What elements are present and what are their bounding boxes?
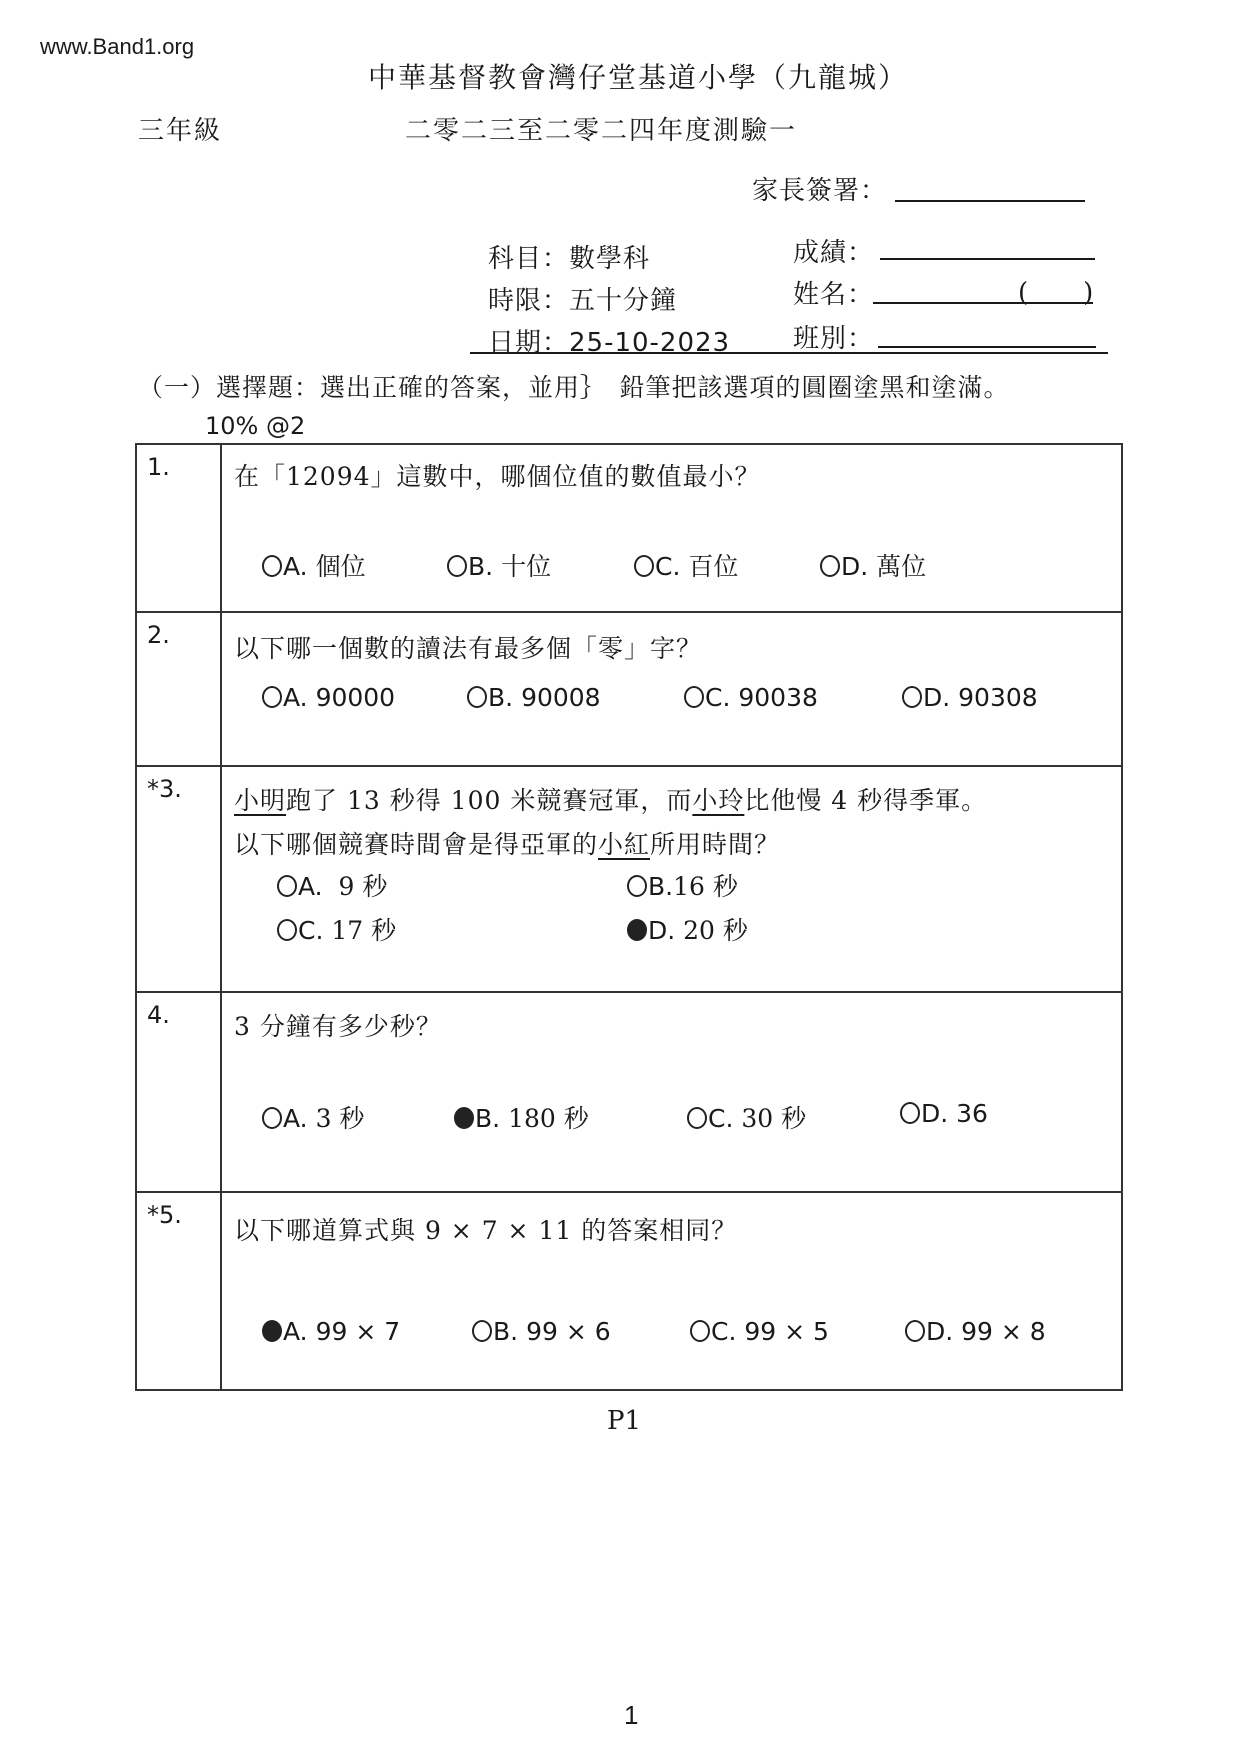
person-name: 小紅 [598, 830, 651, 859]
answer-circle-icon[interactable] [277, 919, 297, 941]
answer-circle-icon[interactable] [634, 555, 654, 577]
question-number: 1. [136, 444, 221, 612]
person-name: 小玲 [692, 786, 745, 815]
person-name: 小明 [234, 786, 287, 815]
parent-signature-label: 家長簽署： [752, 176, 888, 206]
answer-circle-icon[interactable] [447, 555, 467, 577]
option-b[interactable]: B. 90008 [467, 683, 601, 712]
question-body [221, 612, 1122, 766]
option-a[interactable]: A. 3 秒 [262, 1099, 364, 1135]
watermark: www.Band1.org [40, 34, 195, 59]
option-a[interactable]: A. 90000 [262, 683, 395, 712]
answer-circle-icon[interactable] [684, 686, 704, 708]
question-body [221, 1192, 1122, 1390]
option-a[interactable]: A. 99 × 7 [262, 1317, 400, 1346]
question-number: *3. [136, 766, 221, 992]
time-label: 時限：五十分鐘 [488, 286, 678, 316]
answer-circle-filled-icon[interactable] [454, 1107, 474, 1129]
question-row-5 [136, 1192, 1122, 1390]
question-text: 以下哪道算式與 9 × 7 × 11 的答案相同？ [234, 1216, 738, 1245]
school-name: 中華基督教會灣仔堂基道小學（九龍城） [368, 61, 909, 94]
question-row-4 [136, 992, 1122, 1192]
name-label: 姓名： [793, 280, 875, 310]
answer-circle-icon[interactable] [687, 1107, 707, 1129]
answer-circle-icon[interactable] [262, 686, 282, 708]
section-title: （一）選擇題：選出正確的答案，並用｝ 鉛筆把該選項的圓圈塗黑和塗滿。 [138, 373, 1010, 402]
questions-table [135, 443, 1123, 1391]
question-row-2 [136, 612, 1122, 766]
option-d[interactable]: D. 90308 [902, 683, 1038, 712]
question-text: 3 分鐘有多少秒？ [234, 1012, 442, 1041]
option-d[interactable]: D. 99 × 8 [905, 1317, 1046, 1346]
class-line [878, 346, 1096, 348]
question-body [221, 992, 1122, 1192]
answer-circle-filled-icon[interactable] [262, 1320, 282, 1342]
option-b[interactable]: B. 180 秒 [454, 1099, 589, 1135]
option-d[interactable]: D. 20 秒 [627, 911, 748, 947]
question-row-1 [136, 444, 1122, 612]
answer-circle-icon[interactable] [905, 1320, 925, 1342]
option-c[interactable]: C. 17 秒 [277, 911, 396, 947]
date-label: 日期：25-10-2023 [488, 328, 731, 358]
option-a[interactable]: A. 個位 [262, 547, 366, 583]
answer-circle-icon[interactable] [262, 1107, 282, 1129]
class-label: 班別： [793, 324, 875, 354]
question-body [221, 766, 1122, 992]
answer-circle-icon[interactable] [277, 875, 297, 897]
score-line [880, 258, 1095, 260]
answer-circle-icon[interactable] [627, 875, 647, 897]
option-c[interactable]: C. 30 秒 [687, 1099, 806, 1135]
question-body [221, 444, 1122, 612]
option-b[interactable]: B.16 秒 [627, 867, 738, 903]
answer-circle-icon[interactable] [690, 1320, 710, 1342]
parent-signature-line [895, 200, 1085, 202]
option-a[interactable]: A. 9 秒 [277, 867, 387, 903]
question-number: 2. [136, 612, 221, 766]
question-row-3 [136, 766, 1122, 992]
score-label: 成績： [793, 238, 875, 268]
subject-label: 科目：數學科 [488, 244, 651, 274]
question-text: 在「12094」這數中，哪個位值的數值最小？ [234, 462, 761, 491]
option-b[interactable]: B. 99 × 6 [472, 1317, 611, 1346]
option-d[interactable]: D. 36 [900, 1099, 988, 1128]
question-text: 以下哪一個數的讀法有最多個「零」字？ [234, 634, 703, 663]
option-c[interactable]: C. 百位 [634, 547, 738, 583]
question-number: 4. [136, 992, 221, 1192]
option-d[interactable]: D. 萬位 [820, 547, 926, 583]
question-text-line-1: 小明跑了 13 秒得 100 米競賽冠軍，而小玲比他慢 4 秒得季軍。 [234, 786, 988, 815]
answer-circle-icon[interactable] [902, 686, 922, 708]
option-b[interactable]: B. 十位 [447, 547, 551, 583]
grade-label: 三年級 [138, 116, 223, 146]
exam-title: 二零二三至二零二四年度測驗一 [405, 116, 798, 146]
answer-circle-icon[interactable] [472, 1320, 492, 1342]
option-c[interactable]: C. 90038 [684, 683, 818, 712]
option-c[interactable]: C. 99 × 5 [690, 1317, 829, 1346]
header-rule [470, 352, 1108, 354]
class-number-paren: ( ) [1018, 278, 1095, 308]
question-number: *5. [136, 1192, 221, 1390]
answer-circle-filled-icon[interactable] [627, 919, 647, 941]
answer-circle-icon[interactable] [467, 686, 487, 708]
section-marks: 10% @2 [205, 412, 306, 440]
answer-circle-icon[interactable] [262, 555, 282, 577]
answer-circle-icon[interactable] [900, 1102, 920, 1124]
page-number: 1 [624, 1700, 639, 1730]
answer-circle-icon[interactable] [820, 555, 840, 577]
question-text-line-2: 以下哪個競賽時間會是得亞軍的小紅所用時間？ [234, 830, 781, 859]
page-label: P1 [607, 1406, 642, 1436]
